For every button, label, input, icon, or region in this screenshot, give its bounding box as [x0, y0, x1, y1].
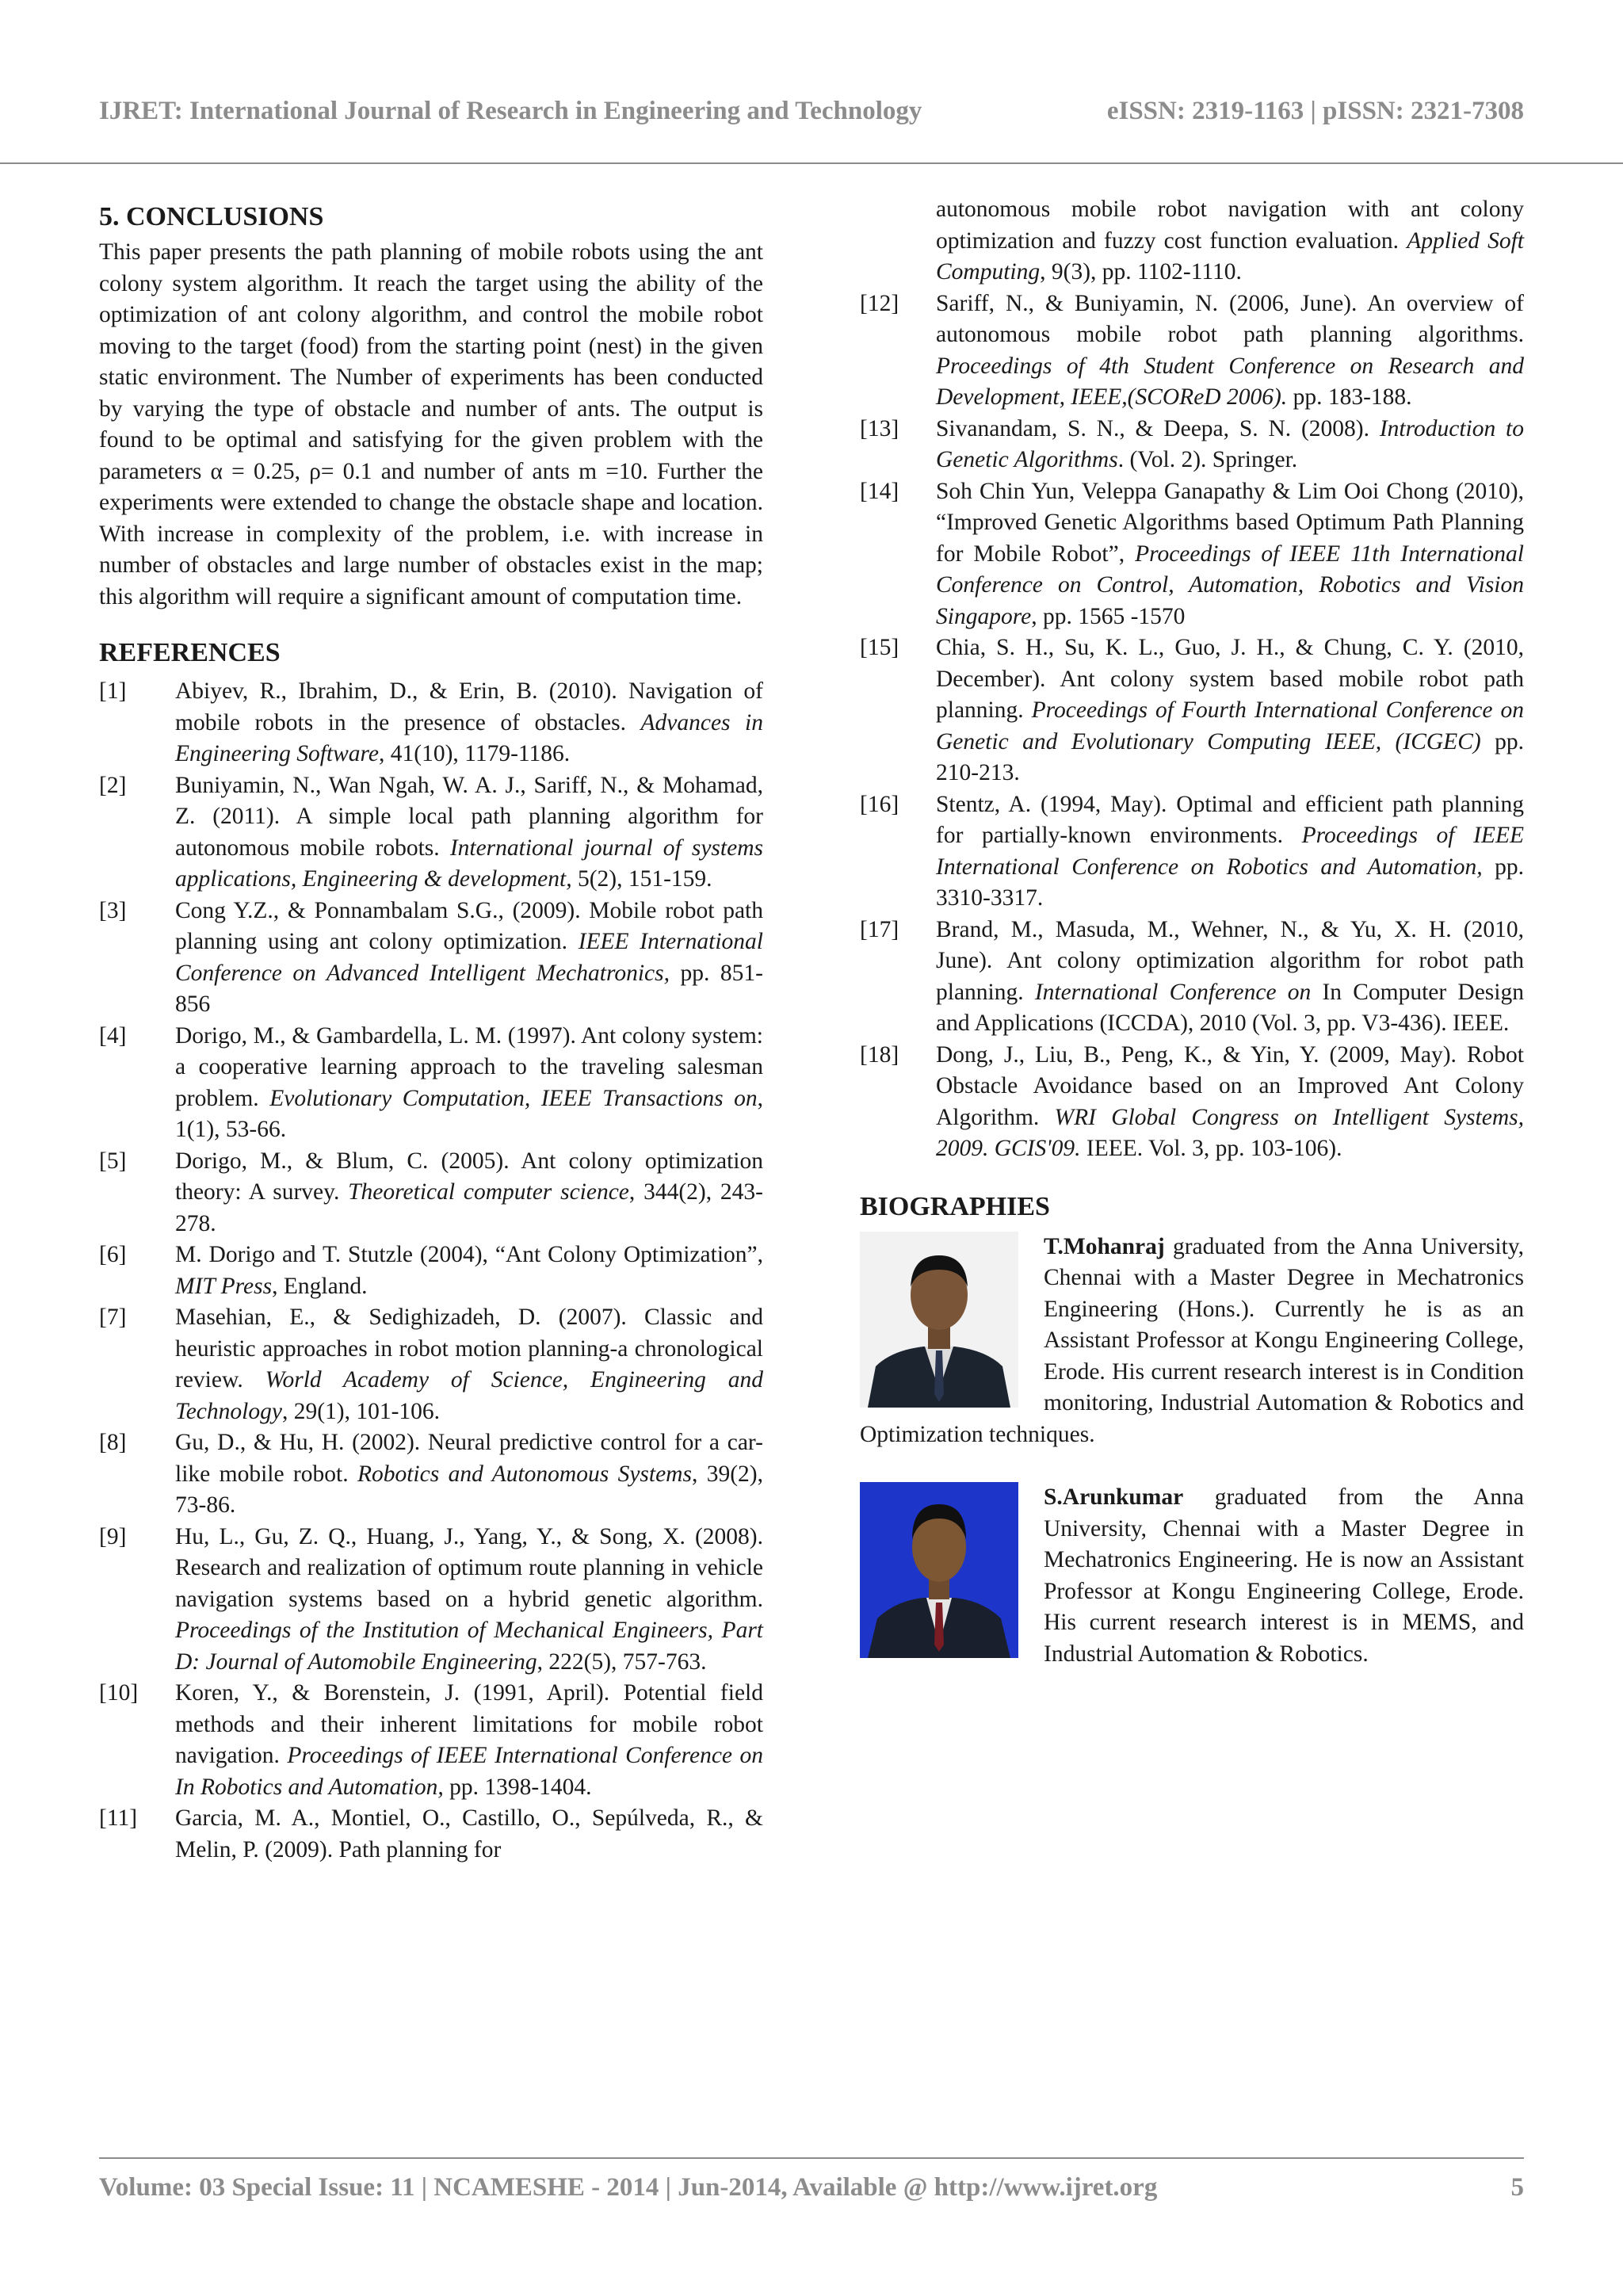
reference-item	[860, 476, 1524, 633]
reference-authors: Hu, L., Gu, Z. Q., Huang, J., Yang, Y., & Song, X. (2008). Research and realization of optimum route planning in vehicle navigation systems based on a hybrid genetic algorithm.	[175, 1523, 763, 1612]
running-footer	[99, 2173, 1524, 2202]
reference-authors: Brand, M., Masuda, M., Wehner, N., & Yu, X. H. (2010, June). Ant colony optimization algorithm for robot path planning.	[936, 916, 1524, 1005]
reference-text	[936, 1040, 1524, 1165]
reference-authors: Stentz, A. (1994, May). Optimal and efficient path planning for partially-known environments.	[936, 791, 1524, 848]
reference-details: . (Vol. 2). Springer.	[1117, 447, 1298, 472]
conclusions-heading: 5. CONCLUSIONS	[99, 202, 324, 231]
running-header	[99, 97, 1524, 126]
journal-title: IJRET: International Journal of Research in Engineering and Technology	[99, 97, 922, 125]
reference-text	[175, 1240, 763, 1302]
reference-number: [1]	[99, 678, 127, 704]
reference-venue: Evolutionary Computation, IEEE Transactions on	[269, 1085, 758, 1111]
reference-authors: Koren, Y., & Borenstein, J. (1991, April). Potential field methods and their inherent limitations for mobile robot navigation.	[175, 1680, 763, 1768]
reference-number: [6]	[99, 1242, 127, 1267]
reference-list-right	[860, 194, 1524, 1165]
reference-details: , 39(2), 73-86.	[175, 1461, 763, 1518]
reference-item	[860, 194, 1524, 288]
reference-authors: Dong, J., Liu, B., Peng, K., & Yin, Y. (2009, May). Robot Obstacle Avoidance based on an Improved Ant Colony Algorithm.	[936, 1041, 1524, 1130]
reference-text	[175, 1522, 763, 1679]
reference-text	[175, 1146, 763, 1240]
reference-venue: Proceedings of IEEE 11th International Conference on Control, Automation, Robotics and Vision Singapore	[936, 541, 1524, 629]
reference-venue: Proceedings of Fourth International Conference on Genetic and Evolutionary Computing IEEE, (ICGEC)	[936, 697, 1524, 755]
reference-venue: Robotics and Autonomous Systems	[357, 1461, 692, 1487]
reference-number: [10]	[99, 1680, 139, 1706]
reference-number: [15]	[860, 635, 899, 660]
reference-item	[99, 896, 763, 1021]
reference-item	[99, 1678, 763, 1803]
reference-text	[175, 676, 763, 770]
reference-details: , 29(1), 101-106.	[281, 1398, 441, 1424]
reference-text	[936, 194, 1524, 288]
reference-authors: Gu, D., & Hu, H. (2002). Neural predictive control for a car-like mobile robot.	[175, 1430, 763, 1487]
conclusions-text: This paper presents the path planning of mobile robots using the ant colony system algorithm. It reach the target using the ability of the optimization of ant colony algorithm, and control the mobile robot moving to the target (food) from the starting point (nest) in the given static environment. The Number of experiments has been conducted by varying the type of obstacle and number of ants. The output is found to be optimal and satisfying for the given problem with the parameters α = 0.25, ρ= 0.1 and number of ants m =10. Further the experiments were extended to change the obstacle shape and location. With increase in complexity of the problem, i.e. with increase in number of obstacles and large number of obstacles exist in the map; this algorithm will require a significant amount of computation time.	[99, 239, 763, 609]
reference-details: , England.	[272, 1273, 368, 1299]
reference-number: [11]	[99, 1805, 138, 1831]
reference-text	[175, 1803, 763, 1866]
biography-arunkumar	[860, 1482, 1524, 1670]
reference-item	[860, 789, 1524, 915]
reference-item	[99, 1427, 763, 1522]
reference-text	[175, 1302, 763, 1427]
issn: eISSN: 2319-1163 | pISSN: 2321-7308	[1106, 97, 1524, 125]
biographies-heading: BIOGRAPHIES	[860, 1191, 1050, 1221]
reference-authors: Chia, S. H., Su, K. L., Guo, J. H., & Chung, C. Y. (2010, December). Ant colony system based mobile robot path planning.	[936, 635, 1524, 723]
bio-body-arunkumar: graduated from the Anna University, Chennai with a Master Degree in Mechatronics Engineering. He is now an Assistant Professor at Kongu Engineering College, Erode. His current research interest is in MEMS, and Industrial Automation & Robotics.	[1044, 1484, 1524, 1667]
bio-name-mohanraj: T.Mohanraj	[1044, 1233, 1165, 1259]
reference-venue: Advances in Engineering Software	[175, 709, 763, 766]
reference-details: , pp. 1565 -1570	[1031, 603, 1186, 629]
reference-authors: Buniyamin, N., Wan Ngah, W. A. J., Sariff, N., & Mohamad, Z. (2011). A simple local path planning algorithm for autonomous mobile robots.	[175, 772, 763, 861]
reference-venue: WRI Global Congress on Intelligent Systems, 2009. GCIS'09.	[936, 1104, 1524, 1161]
reference-text	[175, 1427, 763, 1522]
reference-venue: International Conference on	[1034, 979, 1312, 1005]
reference-number: [5]	[99, 1148, 127, 1174]
reference-number: [7]	[99, 1305, 127, 1330]
reference-authors: Sariff, N., & Buniyamin, N. (2006, June). An overview of autonomous mobile robot path planning algorithms.	[936, 290, 1524, 347]
reference-authors: Abiyev, R., Ibrahim, D., & Erin, B. (2010). Navigation of mobile robots in the presence of obstacles.	[175, 678, 763, 735]
reference-number: [8]	[99, 1430, 127, 1455]
header-rule	[0, 162, 1623, 164]
reference-number: [12]	[860, 290, 899, 316]
reference-text	[936, 915, 1524, 1040]
reference-number: [18]	[860, 1041, 899, 1068]
reference-venue: Introduction to Genetic Algorithms	[936, 415, 1524, 472]
reference-number	[860, 194, 936, 288]
reference-venue: Proceedings of 4th Student Conference on Research and Development, IEEE,(SCOReD 2006).	[936, 353, 1524, 410]
reference-number: [17]	[860, 916, 899, 942]
reference-text	[175, 1678, 763, 1803]
reference-text	[175, 896, 763, 1021]
reference-text	[936, 414, 1524, 476]
reference-details: In Computer Design and Applications (ICCDA), 2010 (Vol. 3, pp. V3-436). IEEE.	[936, 979, 1524, 1036]
reference-item	[99, 1240, 763, 1302]
reference-number: [3]	[99, 897, 127, 923]
reference-authors: Masehian, E., & Sedighizadeh, D. (2007). Classic and heuristic approaches in robot motion planning-a chronological review.	[175, 1305, 763, 1392]
left-column	[99, 194, 763, 1866]
reference-details: , 344(2), 243-278.	[175, 1179, 763, 1236]
reference-authors: Cong Y.Z., & Ponnambalam S.G., (2009). Mobile robot path planning using ant colony optimization.	[175, 897, 763, 954]
volume-info: Volume: 03 Special Issue: 11 | NCAMESHE - 2014 | Jun-2014, Available @ http://www.ijret.org	[99, 2173, 1158, 2202]
reference-item	[860, 915, 1524, 1040]
reference-item	[860, 1040, 1524, 1165]
references-heading: REFERENCES	[99, 638, 281, 667]
biography-mohanraj	[860, 1232, 1524, 1451]
reference-venue: International journal of systems applications, Engineering & development,	[175, 835, 763, 892]
author-photo-arunkumar	[860, 1482, 1018, 1658]
reference-text	[175, 770, 763, 896]
reference-details: pp. 851-856	[175, 960, 763, 1017]
reference-details: , 9(3), pp. 1102-1110.	[1040, 259, 1242, 285]
reference-authors: Dorigo, M., & Blum, C. (2005). Ant colony optimization theory: A survey.	[175, 1148, 763, 1205]
reference-authors: Dorigo, M., & Gambardella, L. M. (1997). Ant colony system: a cooperative learning approach to the traveling salesman problem.	[175, 1022, 763, 1111]
reference-details: , 1(1), 53-66.	[175, 1085, 764, 1142]
reference-venue: Proceedings of the Institution of Mechanical Engineers, Part D: Journal of Automobile Engineering	[175, 1618, 763, 1675]
reference-authors: autonomous mobile robot navigation with ant colony optimization and fuzzy cost function evaluation.	[936, 197, 1524, 254]
right-column	[860, 194, 1524, 1670]
reference-details: pp. 183-188.	[1287, 384, 1412, 410]
reference-details: 5(2), 151-159.	[571, 866, 712, 892]
reference-text	[936, 632, 1524, 789]
reference-item	[860, 632, 1524, 789]
reference-authors: Soh Chin Yun, Veleppa Ganapathy & Lim Ooi Chong (2010), “Improved Genetic Algorithms based Optimum Path Planning for Mobile Robot”,	[936, 478, 1524, 567]
reference-details: pp. 3310-3317.	[936, 854, 1524, 911]
footer-rule	[99, 2157, 1524, 2159]
reference-authors: Garcia, M. A., Montiel, O., Castillo, O., Sepúlveda, R., & Melin, P. (2009). Path planning for	[175, 1805, 763, 1862]
reference-text	[936, 476, 1524, 633]
reference-item	[860, 288, 1524, 414]
bio-name-arunkumar: S.Arunkumar	[1044, 1484, 1184, 1510]
reference-item	[99, 1146, 763, 1240]
reference-venue: MIT Press	[175, 1273, 273, 1299]
reference-item	[99, 1522, 763, 1679]
reference-venue: Applied Soft Computing	[936, 227, 1525, 285]
reference-item	[99, 676, 763, 770]
reference-authors: Sivanandam, S. N., & Deepa, S. N. (2008).	[936, 415, 1380, 441]
reference-item	[860, 414, 1524, 476]
reference-number: [13]	[860, 415, 899, 441]
reference-venue: IEEE International Conference on Advanced Intelligent Mechatronics,	[175, 929, 763, 986]
reference-details: pp. 210-213.	[936, 728, 1525, 785]
reference-venue: Proceedings of IEEE International Conference on Robotics and Automation,	[936, 823, 1524, 880]
reference-number: [4]	[99, 1022, 127, 1049]
reference-details: IEEE. Vol. 3, pp. 103-106).	[1080, 1136, 1342, 1161]
reference-authors: M. Dorigo and T. Stutzle (2004), “Ant Colony Optimization”,	[175, 1242, 763, 1267]
reference-details: , 41(10), 1179-1186.	[379, 741, 571, 766]
reference-text	[175, 1021, 763, 1146]
reference-list-left	[99, 676, 763, 1866]
bio-body-mohanraj: graduated from the Anna University, Chennai with a Master Degree in Mechatronics Engineering (Hons.). Currently he is as an Assistant Professor at Kongu Engineering College, Erode. His current research interest is in Condition monitoring, Industrial Automation & Robotics and Optimization techniques.	[860, 1233, 1524, 1447]
reference-details: , 222(5), 757-763.	[537, 1648, 707, 1675]
reference-details: pp. 1398-1404.	[443, 1774, 592, 1800]
reference-item	[99, 1803, 763, 1866]
reference-number: [16]	[860, 791, 899, 817]
reference-venue: Proceedings of IEEE International Conference on In Robotics and Automation,	[175, 1743, 763, 1800]
reference-number: [9]	[99, 1523, 127, 1549]
reference-number: [2]	[99, 772, 127, 798]
reference-venue: Theoretical computer science	[348, 1179, 629, 1205]
reference-text	[936, 789, 1524, 915]
reference-item	[99, 770, 763, 896]
reference-number: [14]	[860, 478, 899, 504]
reference-text	[936, 288, 1524, 414]
reference-venue: World Academy of Science, Engineering and Technology	[175, 1367, 763, 1424]
page-number: 5	[1510, 2173, 1524, 2202]
author-photo-mohanraj	[860, 1232, 1018, 1408]
reference-item	[99, 1021, 763, 1146]
reference-item	[99, 1302, 763, 1427]
